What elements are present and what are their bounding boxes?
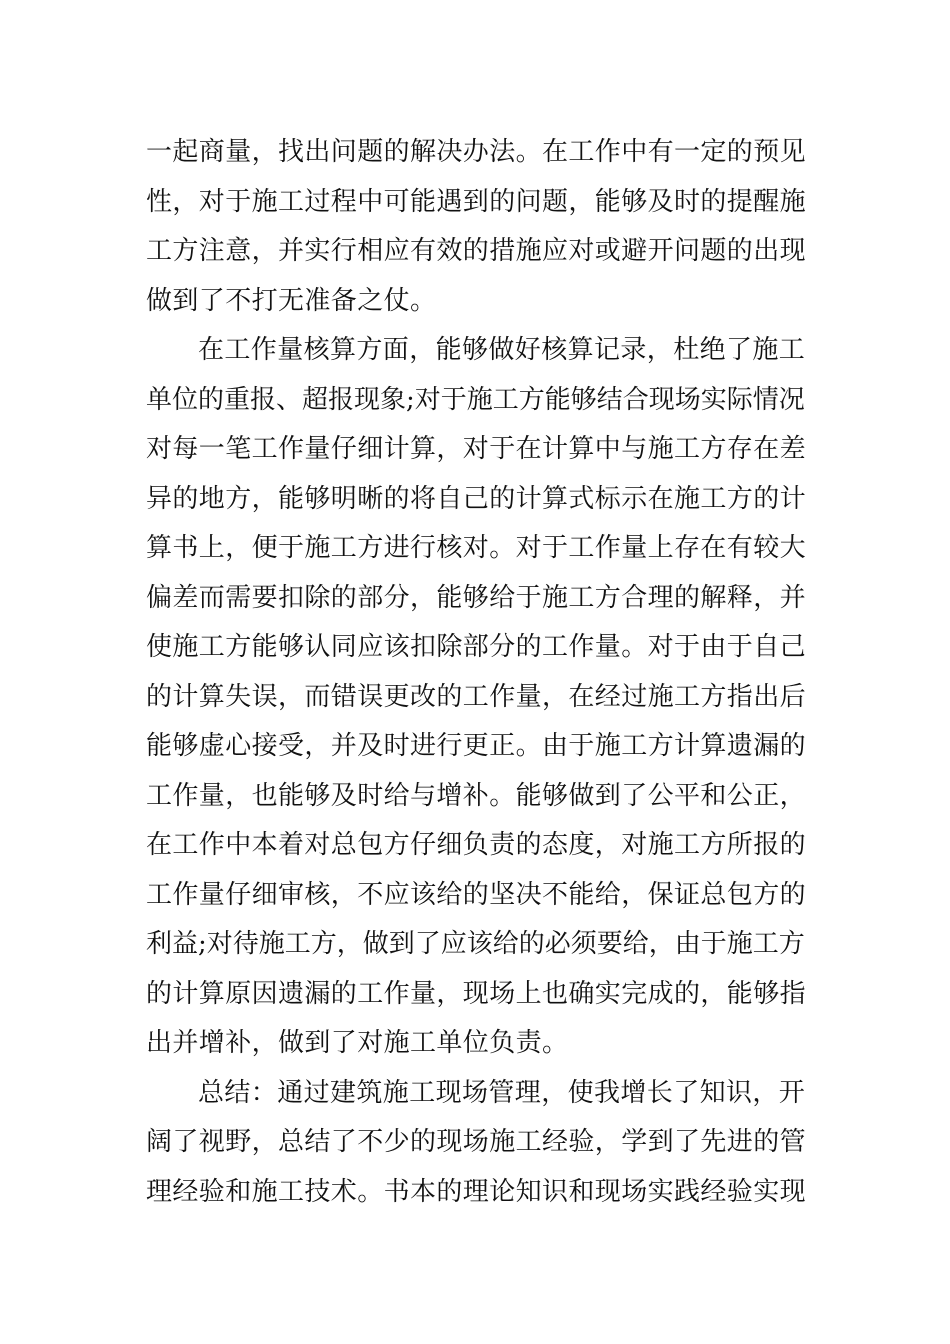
paragraph-first-line: 总结：通过建筑施工现场管理，使我增长了知识，开 xyxy=(198,1077,806,1108)
text-line: 工作量仔细审核，不应该给的坚决不能给，保证总包方的 xyxy=(146,879,807,910)
text-line: 阔了视野，总结了不少的现场施工经验，学到了先进的管 xyxy=(146,1127,807,1157)
text-line: 工作量，也能够及时给与增补。能够做到了公平和公正， xyxy=(146,780,807,811)
text-line: 偏差而需要扣除的部分，能够给于施工方合理的解释，并 xyxy=(146,582,807,613)
text-line: 使施工方能够认同应该扣除部分的工作量。对于由于自己 xyxy=(146,632,807,662)
text-line: 在工作中本着对总包方仔细负责的态度，对施工方所报的 xyxy=(146,830,807,860)
document-body xyxy=(146,128,806,1217)
text-line: 异的地方，能够明晰的将自己的计算式标示在施工方的计 xyxy=(146,483,807,514)
text-line: 性，对于施工过程中可能遇到的问题，能够及时的提醒施 xyxy=(146,186,807,217)
text-line: 的计算原因遗漏的工作量，现场上也确实完成的，能够指 xyxy=(146,978,807,1009)
text-line: 算书上，便于施工方进行核对。对于工作量上存在有较大 xyxy=(146,533,807,563)
text-line: 对每一笔工作量仔细计算，对于在计算中与施工方存在差 xyxy=(146,434,807,464)
text-line: 单位的重报、超报现象;对于施工方能够结合现场实际情况 xyxy=(146,384,805,415)
text-line: 能够虚心接受，并及时进行更正。由于施工方计算遗漏的 xyxy=(146,731,807,761)
text-line: 一起商量，找出问题的解决办法。在工作中有一定的预见 xyxy=(146,137,807,167)
text-line: 的计算失误，而错误更改的工作量，在经过施工方指出后 xyxy=(146,681,807,712)
text-line: 出并增补，做到了对施工单位负责。 xyxy=(146,1028,569,1058)
text-line: 利益;对待施工方，做到了应该给的必须要给，由于施工方 xyxy=(146,929,805,959)
text-line: 做到了不打无准备之仗。 xyxy=(146,285,437,316)
paragraph-first-line: 在工作量核算方面，能够做好核算记录，杜绝了施工 xyxy=(198,335,806,365)
text-line: 理经验和施工技术。书本的理论知识和现场实践经验实现 xyxy=(146,1176,807,1207)
text-line: 工方注意，并实行相应有效的措施应对或避开问题的出现 xyxy=(146,236,807,266)
